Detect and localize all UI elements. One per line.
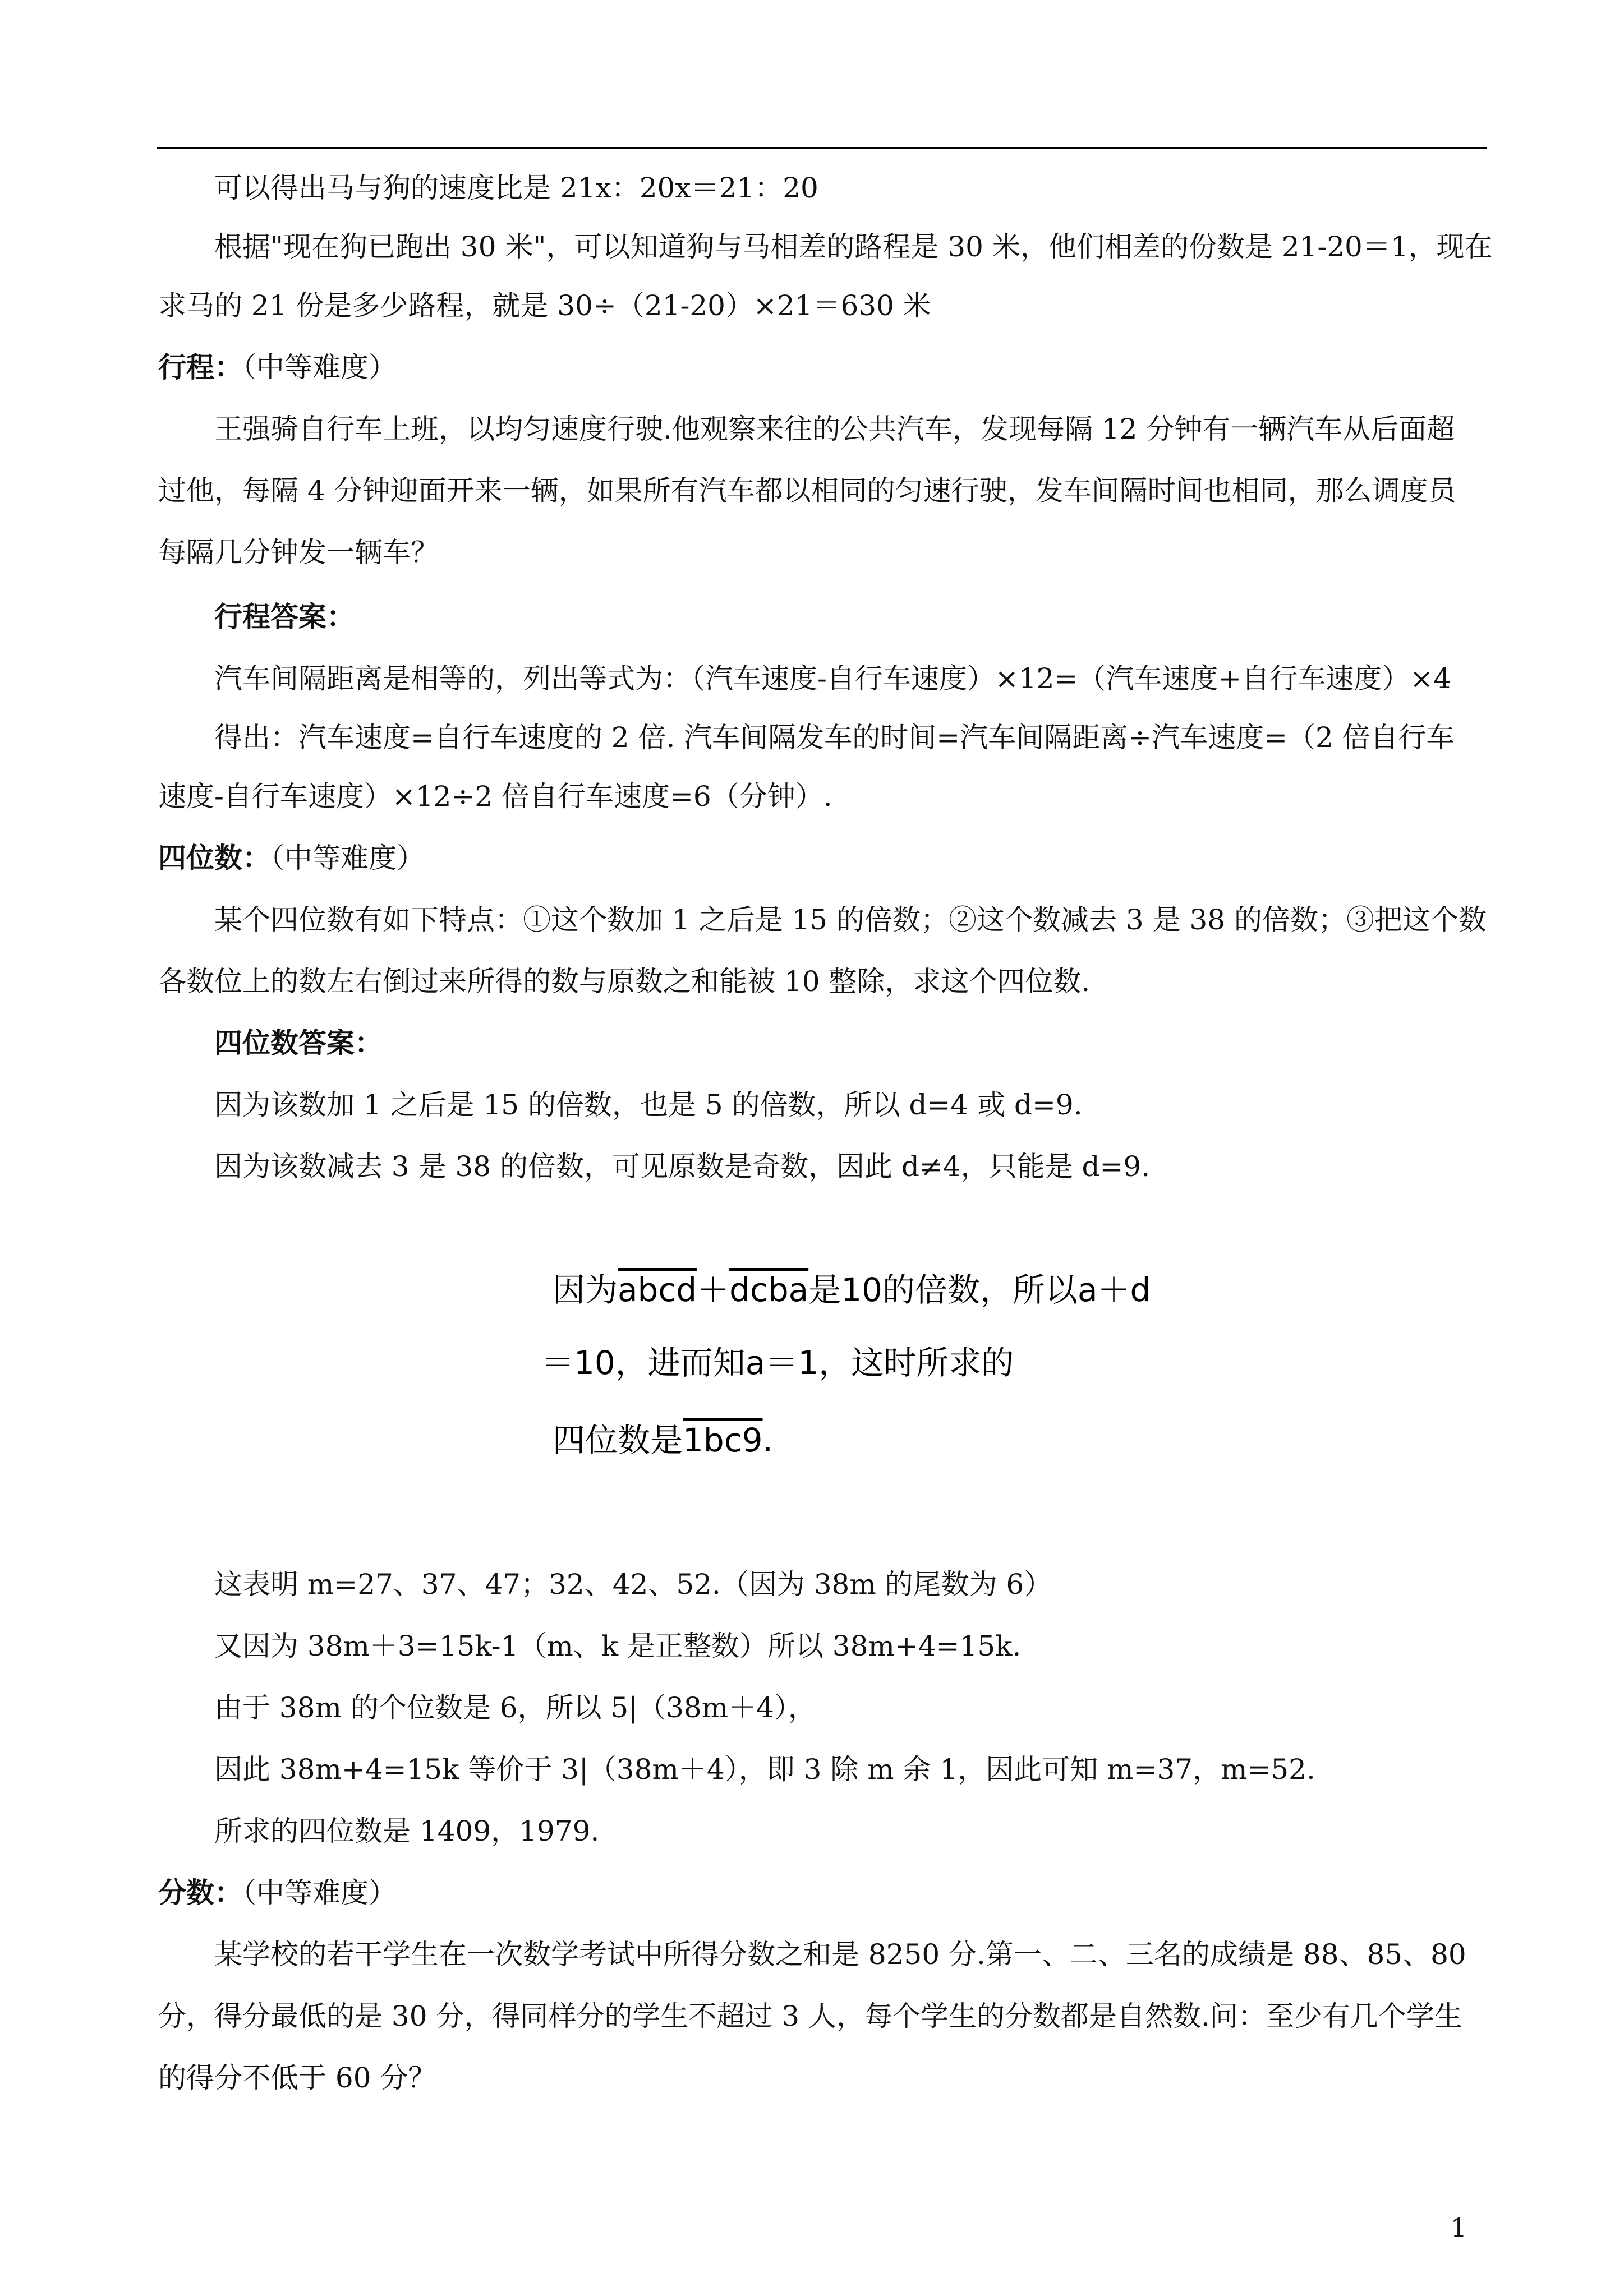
text-line: 某学校的若干学生在一次数学考试中所得分数之和是 8250 分.第一、二、三名的成绩是 88、85、80: [214, 1938, 1466, 1971]
text-line: 可以得出马与狗的速度比是 21x：20x＝21：20: [214, 172, 818, 204]
text-line: 根据"现在狗已跑出 30 米"，可以知道狗与马相差的路程是 30 米，他们相差的份数是 21-20＝1，现在: [214, 230, 1493, 263]
text-line: 每隔几分钟发一辆车？: [158, 536, 439, 569]
text-line: 又因为 38m＋3=15k-1（m、k 是正整数）所以 38m+4=15k.: [214, 1630, 1022, 1662]
header-rule: [157, 147, 1487, 149]
math-overline-dcba: dcba: [729, 1271, 809, 1309]
math-text: 是10的倍数，所以a＋d: [808, 1271, 1151, 1309]
text-line: 各数位上的数左右倒过来所得的数与原数之和能被 10 整除，求这个四位数.: [158, 965, 1091, 998]
heading-label: 四位数：: [158, 841, 270, 874]
heading-label: 分数：: [158, 1876, 242, 1909]
text-line: 速度-自行车速度）×12÷2 倍自行车速度=6（分钟）.: [158, 780, 832, 813]
math-text: 因为: [553, 1271, 618, 1309]
text-line: 这表明 m=27、37、47；32、42、52.（因为 38m 的尾数为 6）: [214, 1568, 1052, 1601]
text-line: 分，得分最低的是 30 分，得同样分的学生不超过 3 人，每个学生的分数都是自然数.问：至少有几个学生: [158, 2000, 1462, 2032]
text-line: 由于 38m 的个位数是 6，所以 5|（38m＋4），: [214, 1691, 816, 1724]
section-heading-fenshu: [158, 1873, 397, 1912]
section-heading-siweishu: [158, 838, 425, 878]
difficulty-label: （中等难度）: [242, 1877, 397, 1909]
math-text: .: [762, 1421, 773, 1459]
text-line: 得出：汽车速度=自行车速度的 2 倍. 汽车间隔发车的时间=汽车间隔距离÷汽车速度=（2 倍自行车: [214, 721, 1455, 754]
math-text: ＋: [697, 1271, 730, 1309]
math-text: 四位数是: [553, 1421, 683, 1459]
text-line: 因为该数加 1 之后是 15 的倍数，也是 5 的倍数，所以 d=4 或 d=9.: [214, 1089, 1083, 1121]
answer-heading-xingcheng: 行程答案：: [214, 600, 355, 633]
text-line: 过他，每隔 4 分钟迎面开来一辆，如果所有汽车都以相同的匀速行驶，发车间隔时间也相同，那么调度员: [158, 474, 1456, 507]
text-line: 汽车间隔距离是相等的，列出等式为：（汽车速度-自行车速度）×12=（汽车速度+自行车速度）×4: [214, 662, 1451, 695]
text-line: 因为该数减去 3 是 38 的倍数，可见原数是奇数，因此 d≠4，只能是 d=9.: [214, 1150, 1151, 1183]
math-overline-abcd: abcd: [618, 1271, 697, 1309]
math-line-2: ＝10，进而知a＝1，这时所求的: [541, 1344, 1014, 1382]
math-overline-1bc9: 1bc9: [683, 1421, 763, 1459]
math-line-3: [553, 1418, 773, 1463]
text-line: 某个四位数有如下特点：①这个数加 1 之后是 15 的倍数；②这个数减去 3 是 38 的倍数；③把这个数: [214, 903, 1487, 936]
math-line-1: [553, 1267, 1151, 1312]
heading-label: 行程：: [158, 351, 242, 384]
text-line: 王强骑自行车上班，以均匀速度行驶.他观察来往的公共汽车，发现每隔 12 分钟有一辆汽车从后面超: [214, 413, 1455, 445]
difficulty-label: （中等难度）: [242, 351, 397, 384]
difficulty-label: （中等难度）: [270, 842, 425, 874]
text-line: 求马的 21 份是多少路程，就是 30÷（21-20）×21＝630 米: [158, 289, 931, 322]
section-heading-xingcheng: [158, 348, 397, 387]
answer-heading-siweishu: 四位数答案：: [214, 1026, 383, 1059]
text-line: 因此 38m+4=15k 等价于 3|（38m＋4），即 3 除 m 余 1，因此可知 m=37，m=52.: [214, 1753, 1315, 1786]
text-line: 的得分不低于 60 分？: [158, 2062, 436, 2094]
page-number: 1: [1450, 2212, 1467, 2243]
text-line: 所求的四位数是 1409，1979.: [214, 1815, 600, 1847]
